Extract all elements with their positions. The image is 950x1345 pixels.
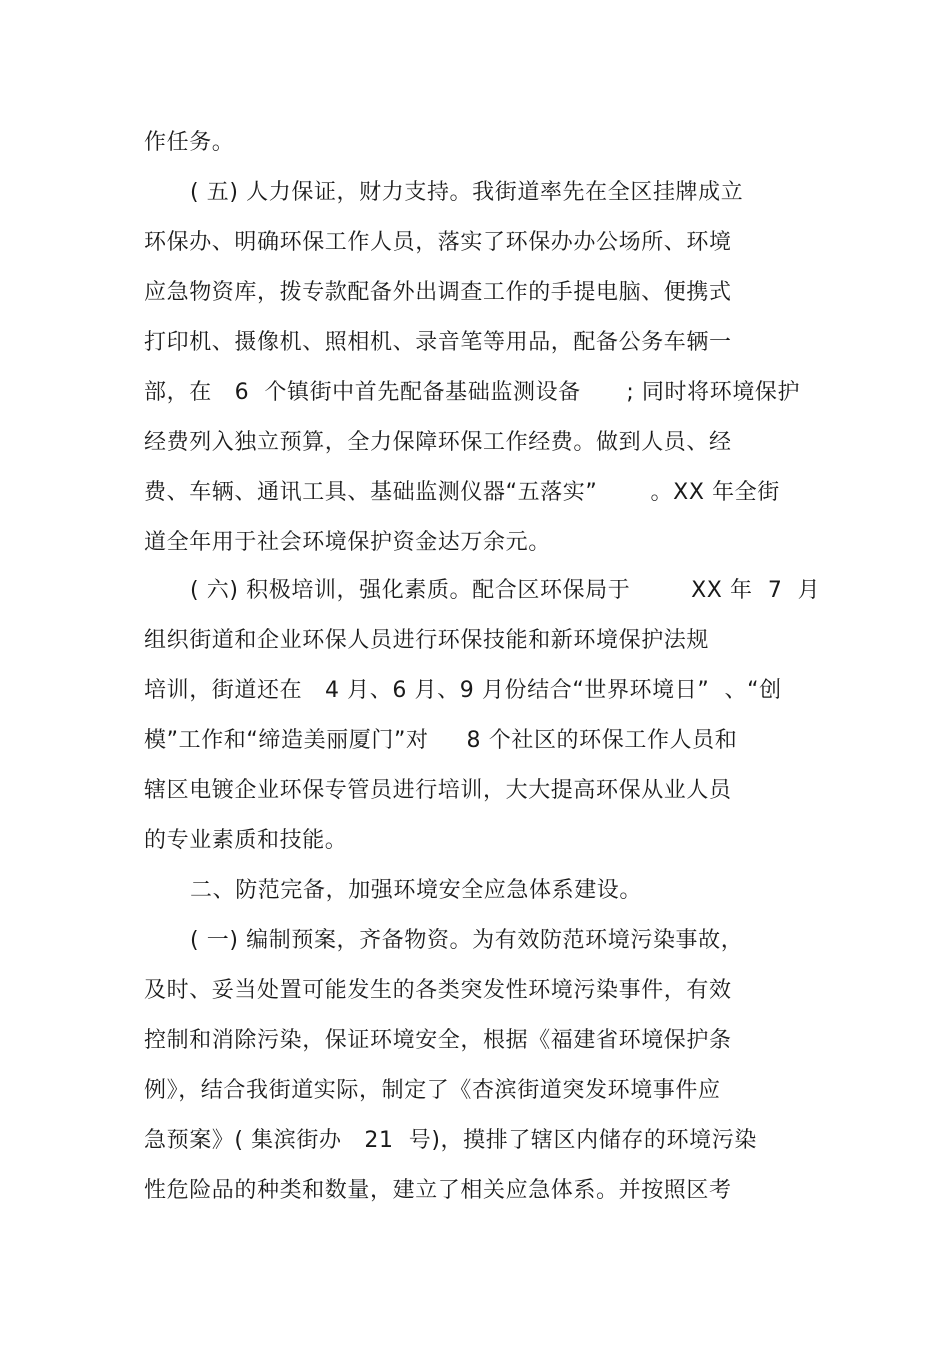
text-line: ( 六) 积极培训，强化素质。配合区环保局于 XX 年 7 月 xyxy=(190,578,821,603)
text-line: 模”工作和“缔造美丽厦门”对 8 个社区的环保工作人员和 xyxy=(144,728,738,753)
text-line: 应急物资库，拨专款配备外出调查工作的手提电脑、便携式 xyxy=(144,280,732,305)
text-line: 性危险品的种类和数量，建立了相关应急体系。并按照区考 xyxy=(144,1178,732,1203)
text-line: 的专业素质和技能。 xyxy=(144,828,348,853)
text-line: 急预案》( 集滨街办 21 号)，摸排了辖区内储存的环境污染 xyxy=(144,1128,757,1153)
text-line: 培训，街道还在 4 月、6 月、9 月份结合“世界环境日” 、“创 xyxy=(144,678,782,703)
text-line: 道全年用于社会环境保护资金达万余元。 xyxy=(144,530,551,555)
text-line: 费、车辆、通讯工具、基础监测仪器“五落实” 。XX 年全街 xyxy=(144,480,780,505)
text-line: 组织街道和企业环保人员进行环保技能和新环境保护法规 xyxy=(144,628,710,653)
text-line: 经费列入独立预算，全力保障环保工作经费。做到人员、经 xyxy=(144,430,732,455)
text-line: 部，在 6 个镇街中首先配备基础监测设备 ; 同时将环境保护 xyxy=(144,380,801,405)
text-line: 环保办、明确环保工作人员，落实了环保办办公场所、环境 xyxy=(144,230,732,255)
text-line: 及时、妥当处置可能发生的各类突发性环境污染事件，有效 xyxy=(144,978,732,1003)
text-line: 例》，结合我街道实际，制定了《杏滨街道突发环境事件应 xyxy=(144,1078,721,1103)
text-line: ( 一) 编制预案，齐备物资。为有效防范环境污染事故， xyxy=(190,928,744,953)
text-line: 辖区电镀企业环保专管员进行培训，大大提高环保从业人员 xyxy=(144,778,732,803)
text-line: 控制和消除污染，保证环境安全，根据《福建省环境保护条 xyxy=(144,1028,732,1053)
text-line: ( 五) 人力保证，财力支持。我街道率先在全区挂牌成立 xyxy=(190,180,744,205)
section-heading: 二、防范完备，加强环境安全应急体系建设。 xyxy=(190,878,643,903)
text-line: 作任务。 xyxy=(144,130,235,155)
text-line: 打印机、摄像机、照相机、录音笔等用品，配备公务车辆一 xyxy=(144,330,732,355)
